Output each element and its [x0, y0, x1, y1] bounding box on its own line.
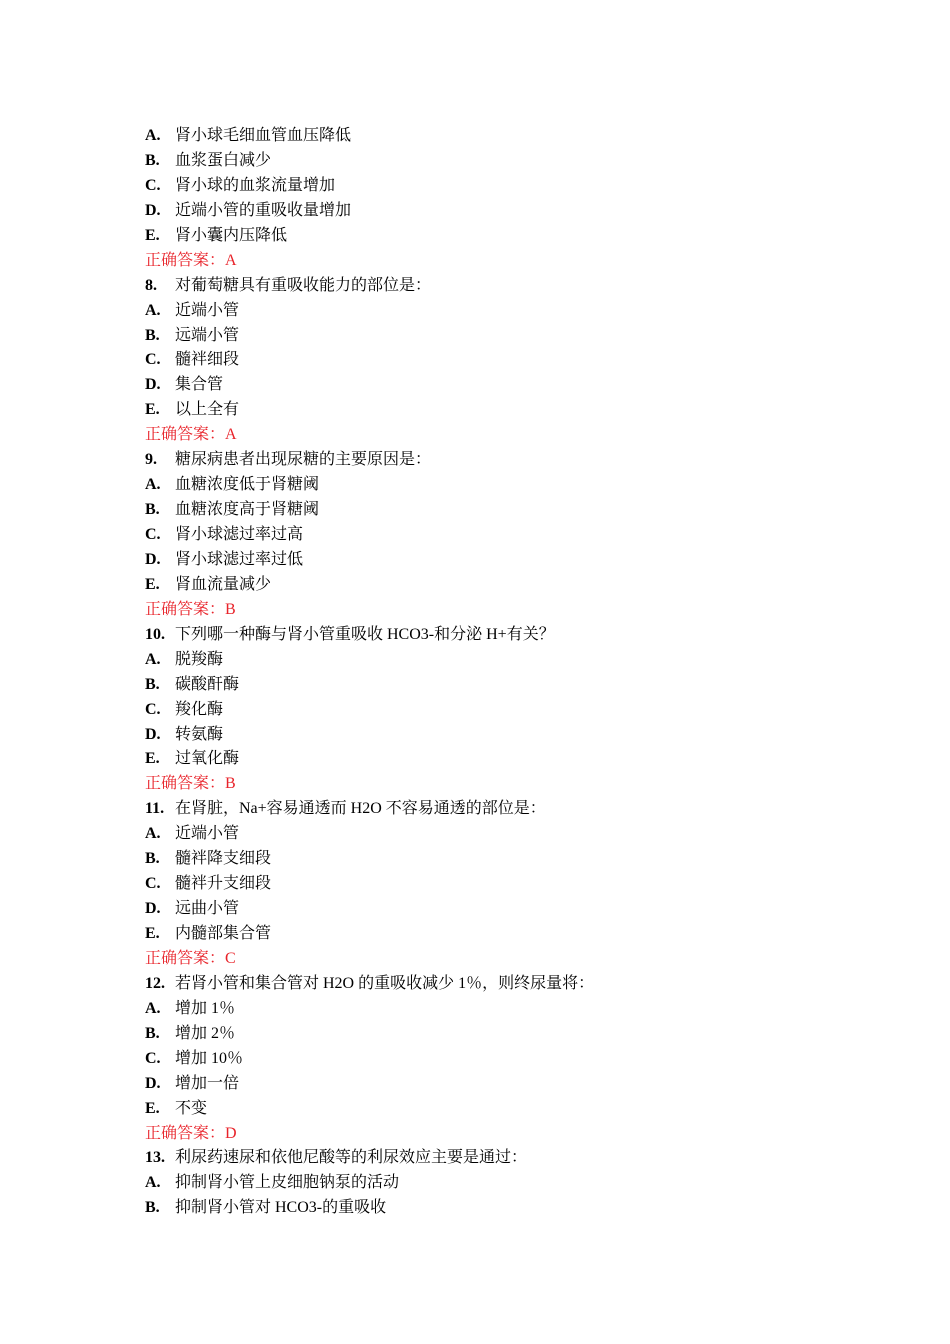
question-line: [145, 623, 845, 648]
option-text: 以上全有: [175, 401, 240, 419]
option-label: B.: [145, 1024, 160, 1042]
question-line: [145, 448, 845, 473]
document-body: [145, 124, 845, 1221]
option-label: B.: [145, 501, 160, 519]
question-text: 利尿药速尿和依他尼酸等的利尿效应主要是通过：: [175, 1149, 528, 1167]
option-text: 增加 10％: [175, 1049, 244, 1067]
option-text: 血糖浓度高于肾糖阈: [175, 501, 320, 519]
question-number: 9.: [145, 451, 157, 469]
option-text: 抑制肾小管对 HCO3-的重吸收: [175, 1199, 387, 1217]
option-text: 不变: [175, 1099, 208, 1117]
option-line: [145, 1171, 845, 1196]
answer-text: 正确答案：B: [145, 600, 236, 618]
option-line: [145, 224, 845, 249]
option-text: 远端小管: [175, 326, 240, 344]
option-text: 肾小囊内压降低: [175, 226, 288, 244]
question-number: 11.: [145, 800, 165, 818]
option-label: A.: [145, 476, 161, 494]
option-line: [145, 897, 845, 922]
option-text: 抑制肾小管上皮细胞钠泵的活动: [175, 1174, 400, 1192]
option-text: 髓袢升支细段: [175, 875, 272, 893]
option-label: A.: [145, 650, 161, 668]
option-line: [145, 872, 845, 897]
option-line: [145, 398, 845, 423]
option-label: D.: [145, 900, 161, 918]
option-label: C.: [145, 176, 161, 194]
option-line: [145, 1196, 845, 1221]
question-number: 8.: [145, 276, 157, 294]
option-text: 髓袢细段: [175, 351, 240, 369]
option-line: [145, 698, 845, 723]
answer-line: [145, 249, 845, 274]
option-line: [145, 822, 845, 847]
option-line: [145, 673, 845, 698]
question-text: 对葡萄糖具有重吸收能力的部位是：: [175, 276, 432, 294]
option-label: C.: [145, 526, 161, 543]
question-text: 若肾小管和集合管对 H2O 的重吸收减少 1％，则终尿量将：: [175, 974, 595, 992]
answer-text: 正确答案：B: [145, 775, 236, 793]
option-label: A.: [145, 127, 161, 144]
option-label: E.: [145, 575, 160, 593]
option-label: C.: [145, 875, 161, 893]
option-label: D.: [145, 201, 161, 219]
option-label: D.: [145, 550, 161, 568]
option-label: E.: [145, 925, 160, 942]
option-line: [145, 324, 845, 349]
option-text: 增加 2％: [175, 1024, 236, 1042]
answer-line: [145, 772, 845, 797]
option-line: [145, 573, 845, 598]
option-label: A.: [145, 999, 161, 1017]
option-line: [145, 997, 845, 1022]
option-text: 血糖浓度低于肾糖阈: [175, 476, 320, 494]
option-label: B.: [145, 850, 160, 868]
option-line: [145, 124, 845, 149]
answer-line: [145, 947, 845, 972]
option-text: 内髓部集合管: [175, 925, 272, 942]
option-text: 碳酸酐酶: [175, 675, 240, 693]
option-label: B.: [145, 1199, 160, 1217]
option-line: [145, 922, 845, 947]
option-line: [145, 648, 845, 673]
answer-line: [145, 1122, 845, 1147]
option-text: 肾血流量减少: [175, 575, 272, 593]
option-text: 脱羧酶: [175, 650, 224, 668]
option-label: D.: [145, 725, 161, 743]
option-line: [145, 498, 845, 523]
answer-text: 正确答案：A: [145, 426, 237, 444]
answer-text: 正确答案：D: [145, 1124, 237, 1142]
option-line: [145, 199, 845, 224]
option-text: 集合管: [175, 376, 224, 394]
option-label: B.: [145, 151, 160, 169]
option-line: [145, 847, 845, 872]
answer-line: [145, 598, 845, 623]
option-line: [145, 373, 845, 398]
option-text: 近端小管: [175, 825, 240, 843]
option-text: 肾小球的血浆流量增加: [175, 176, 336, 194]
option-text: 肾小球滤过率过高: [175, 526, 304, 543]
option-line: [145, 1072, 845, 1097]
question-line: [145, 972, 845, 997]
option-text: 肾小球滤过率过低: [175, 550, 304, 568]
option-label: C.: [145, 1049, 161, 1067]
option-line: [145, 523, 845, 548]
question-number: 12.: [145, 974, 165, 992]
option-label: B.: [145, 326, 160, 344]
question-number: 10.: [145, 625, 165, 643]
option-label: E.: [145, 401, 160, 419]
answer-text: 正确答案：A: [145, 251, 237, 269]
option-line: [145, 1047, 845, 1072]
option-label: A.: [145, 1174, 161, 1192]
option-label: A.: [145, 301, 161, 319]
question-number: 13.: [145, 1149, 165, 1167]
option-text: 增加 1％: [175, 999, 236, 1017]
option-line: [145, 548, 845, 573]
option-label: C.: [145, 351, 161, 369]
option-label: E.: [145, 750, 160, 768]
option-label: A.: [145, 825, 161, 843]
option-label: E.: [145, 1099, 160, 1117]
option-text: 血浆蛋白减少: [175, 151, 272, 169]
option-label: B.: [145, 675, 160, 693]
question-text: 糖尿病患者出现尿糖的主要原因是：: [175, 451, 432, 469]
question-line: [145, 1146, 845, 1171]
option-text: 羧化酶: [175, 700, 224, 718]
option-text: 近端小管的重吸收量增加: [175, 201, 352, 219]
option-label: C.: [145, 700, 161, 718]
option-label: E.: [145, 226, 160, 244]
option-line: [145, 299, 845, 324]
option-line: [145, 174, 845, 199]
option-line: [145, 723, 845, 748]
option-label: D.: [145, 1074, 161, 1092]
question-line: [145, 797, 845, 822]
answer-text: 正确答案：C: [145, 949, 236, 967]
option-text: 远曲小管: [175, 900, 240, 918]
answer-line: [145, 423, 845, 448]
option-text: 转氨酶: [175, 725, 224, 743]
option-line: [145, 149, 845, 174]
option-text: 髓袢降支细段: [175, 850, 272, 868]
option-text: 过氧化酶: [175, 750, 240, 768]
question-text: 下列哪一种酶与肾小管重吸收 HCO3-和分泌 H+有关？: [175, 625, 555, 643]
option-line: [145, 747, 845, 772]
option-line: [145, 348, 845, 373]
option-line: [145, 1097, 845, 1122]
option-text: 增加一倍: [175, 1074, 240, 1092]
option-label: D.: [145, 376, 161, 394]
option-text: 近端小管: [175, 301, 240, 319]
option-line: [145, 1022, 845, 1047]
question-text: 在肾脏，Na+容易通透而 H2O 不容易通透的部位是：: [175, 800, 546, 818]
option-text: 肾小球毛细血管血压降低: [175, 127, 352, 144]
option-line: [145, 473, 845, 498]
question-line: [145, 274, 845, 299]
